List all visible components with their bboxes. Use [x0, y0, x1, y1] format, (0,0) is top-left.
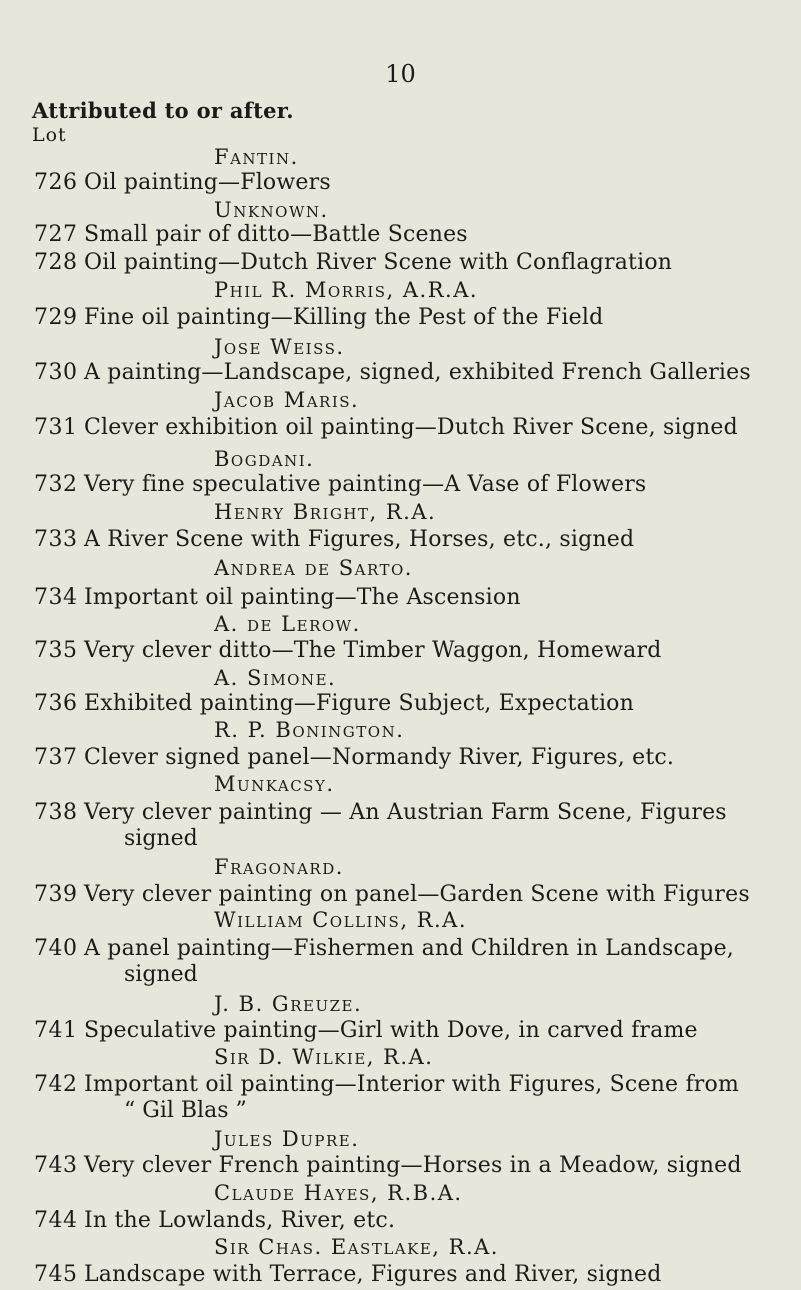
artist-name: William Collins, R.A. — [214, 908, 468, 932]
artist-name: Bogdani. — [214, 447, 315, 471]
lot-number: 727 — [34, 222, 78, 247]
lot-description-continued: signed — [124, 962, 198, 987]
lot-description: Very fine speculative painting—A Vase of Flowers — [84, 472, 647, 497]
artist-name: Fantin. — [214, 145, 299, 169]
lot-description: Small pair of ditto—Battle Scenes — [84, 222, 468, 247]
lot-description: Very clever painting — An Austrian Farm Scene, Figures — [84, 800, 727, 825]
lot-number: 736 — [34, 691, 78, 716]
lot-number: 737 — [34, 745, 78, 770]
lot-description-continued: signed — [124, 826, 198, 851]
lot-description: A River Scene with Figures, Horses, etc., signed — [84, 527, 635, 552]
lot-number: 733 — [34, 527, 78, 552]
lot-description: Exhibited painting—Figure Subject, Expectation — [84, 691, 634, 716]
lot-description: Clever exhibition oil painting—Dutch River Scene, signed — [84, 415, 738, 440]
lot-description: Very clever French painting—Horses in a Meadow, signed — [84, 1153, 742, 1178]
artist-name: Claude Hayes, R.B.A. — [214, 1181, 463, 1205]
artist-name: Munkacsy. — [214, 772, 335, 796]
lot-description: Oil painting—Flowers — [84, 170, 331, 195]
lot-column-header: Lot — [32, 124, 67, 146]
lot-number: 731 — [34, 415, 78, 440]
artist-name: Andrea de Sarto. — [214, 556, 413, 580]
lot-number: 741 — [34, 1018, 78, 1043]
lot-description: In the Lowlands, River, etc. — [84, 1208, 396, 1233]
lot-number: 742 — [34, 1072, 78, 1097]
artist-name: Fragonard. — [214, 855, 344, 879]
artist-name: Jose Weiss. — [214, 335, 345, 359]
artist-name: R. P. Bonington. — [214, 718, 405, 742]
lot-number: 743 — [34, 1153, 78, 1178]
lot-description-continued: “ Gil Blas ” — [124, 1098, 247, 1123]
lot-description: Important oil painting—Interior with Figures, Scene from — [84, 1072, 740, 1097]
lot-number: 745 — [34, 1262, 78, 1287]
artist-name: Sir D. Wilkie, R.A. — [214, 1045, 434, 1069]
lot-number: 740 — [34, 936, 78, 961]
lot-description: Speculative painting—Girl with Dove, in carved frame — [84, 1018, 698, 1043]
lot-number: 732 — [34, 472, 78, 497]
lot-number: 734 — [34, 585, 78, 610]
artist-name: J. B. Greuze. — [214, 992, 363, 1016]
lot-number: 744 — [34, 1208, 78, 1233]
lot-number: 738 — [34, 800, 78, 825]
artist-name: Phil R. Morris, A.R.A. — [214, 278, 479, 302]
lot-number: 739 — [34, 882, 78, 907]
lot-description: Very clever painting on panel—Garden Scene with Figures — [84, 882, 750, 907]
lot-number: 730 — [34, 360, 78, 385]
lot-description: Fine oil painting—Killing the Pest of the Field — [84, 305, 604, 330]
artist-name: Jules Dupre. — [214, 1127, 360, 1151]
artist-name: A. de Lerow. — [214, 612, 361, 636]
lot-number: 728 — [34, 250, 78, 275]
lot-number: 726 — [34, 170, 78, 195]
artist-name: Henry Bright, R.A. — [214, 500, 437, 524]
lot-number: 729 — [34, 305, 78, 330]
lot-description: Clever signed panel—Normandy River, Figures, etc. — [84, 745, 675, 770]
artist-name: Unknown. — [214, 198, 329, 222]
page-number: 10 — [385, 60, 416, 88]
artist-name: A. Simone. — [214, 666, 337, 690]
lot-description: Important oil painting—The Ascension — [84, 585, 521, 610]
artist-name: Jacob Maris. — [214, 388, 360, 412]
lot-description: A panel painting—Fishermen and Children in Landscape, — [84, 936, 734, 961]
lot-description: Landscape with Terrace, Figures and River, signed — [84, 1262, 662, 1287]
lot-number: 735 — [34, 638, 78, 663]
lot-description: A painting—Landscape, signed, exhibited French Galleries — [84, 360, 751, 385]
lot-description: Very clever ditto—The Timber Waggon, Homeward — [84, 638, 662, 663]
section-heading: Attributed to or after. — [32, 98, 294, 123]
lot-description: Oil painting—Dutch River Scene with Conflagration — [84, 250, 673, 275]
artist-name: Sir Chas. Eastlake, R.A. — [214, 1235, 499, 1259]
